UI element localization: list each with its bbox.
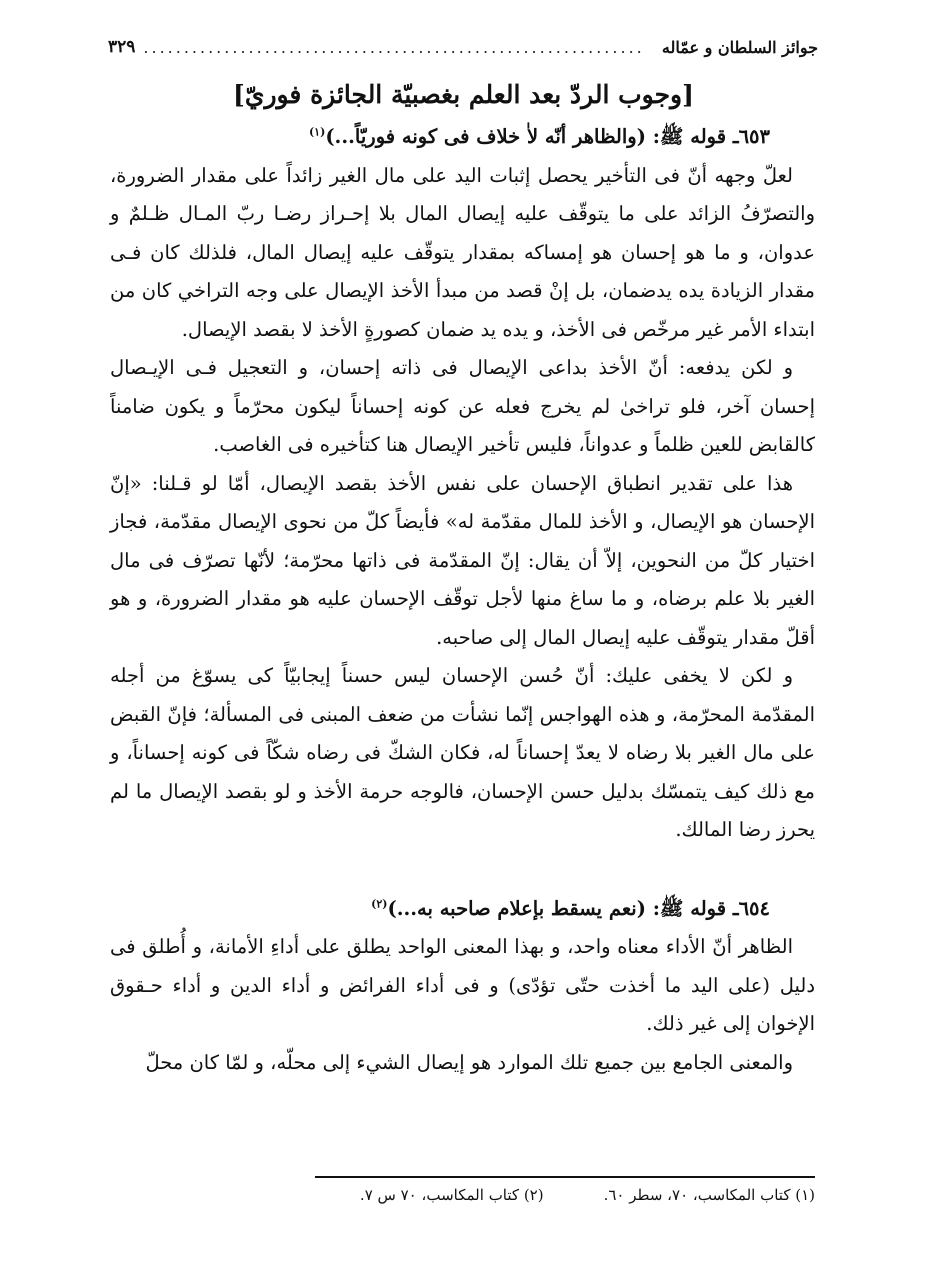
footnote-ref-1: (١) [308,125,326,139]
section-title: [وجوب الردّ بعد العلم بغصبيّة الجائزة فوريّ] [233,80,694,109]
paragraph: و لكن لا يخفى عليك: أنّ حُسن الإحسان ليس حسناً إيجابيّاً كى يسوّغ من أجله المقدّمة المحرّمة، و هذه الهواجس إنّما نشأت من ضعف المبنى فى المسألة؛ فإنّ القبض على مال الغير بلا رضاه لا يعدّ إحساناً له، فكان الشكّ فى رضاه شكّاً فى كونه إحساناً، و مع ذلك كيف يتمسّك بدليل حسن الإحسان، فالوجه حرمة الأخذ و لو بقصد الإيصال ما لم يحرز رضا المالك. [110,664,815,841]
running-header [108,34,818,60]
page-number: ٣٢٩ [108,37,136,57]
heading-text: ٦٥٣ـ قوله ﷺ: (والظاهر أنّه لاٰ خلاف فى كونه فوريّاً...) [325,125,770,148]
footnote-2: (٢) كتاب المكاسب، ٧٠ س ٧. [359,1186,544,1204]
section-heading-653 [110,118,815,157]
leader-dots: .............................................................. [143,37,645,57]
footnote-1: (١) كتاب المكاسب، ٧٠، سطر ٦٠. [603,1186,815,1204]
running-header-title: جوائز السلطان و عمّاله [661,37,818,57]
paragraph: والمعنى الجامع بين جميع تلك الموارد هو إيصال الشيء إلى محلّه، و لمّا كان محلّ [145,1050,793,1074]
section-gap [110,850,815,890]
main-text [110,118,815,1082]
footnotes [110,1186,815,1204]
section-heading-654 [110,890,815,929]
footnote-ref-2: (٢) [371,897,388,910]
paragraph: و لكن يدفعه: أنّ الأخذ بداعى الإيصال فى ذاته إحسان، و التعجيل فـى الإيـصال إحسان آخر، فلو تراخىٰ لم يخرج فعله عن كونه إحساناً ليكون محرّماً و يكون ضامناً كالقابض للعين ظلماً و عدواناً، فليس تأخير الإيصال هنا كتأخيره فى الغاصب. [110,356,815,456]
paragraph: لعلّ وجهه أنّ فى التأخير يحصل إثبات اليد على مال الغير زائداً على مقدار الضرورة، والتصرّفُ الزائد على ما يتوقّف عليه إيصال المال بلا إحـراز رضـا ربّ المـال ظـلمٌ و عدوان، و ما هو إحسان هو إمساكه بمقدار يتوقّف عليه إيصال المال، فلذلك كان فـى مقدار الزيادة يده يدضمان، بل إنْ قصد من مبدأ الأخذ الإيصال على وجه التراخي كان من ابتداء الأمر غير مرخّص فى الأخذ، و يده يد ضمان كصورةٍ الأخذ لا بقصد الإيصال. [110,163,815,341]
paragraph: الظاهر أنّ الأداء معناه واحد، و بهذا المعنى الواحد يطلق على أداءِ الأمانة، و أُطلق فى دليل (على اليد ما أخذت حتّى تؤدّى) و فى أداء الفرائض و أداء الدين و أداء حـقوق الإخوان إلى غير ذلك. [110,935,815,1035]
footnote-divider [315,1176,815,1178]
heading-text: ٦٥٤ـ قوله ﷺ: (نعم يسقط بإعلام صاحبه به...) [387,896,770,920]
paragraph: هذا على تقدير انطباق الإحسان على نفس الأخذ بقصد الإيصال، أمّا لو قـلنا: «إنّ الإحسان هو الإيصال، و الأخذ للمال مقدّمة له» فأيضاً كلّ من نحوى الإيصال مقدّمة، فجاز اختيار كلّ من النحوين، إلاّ أن يقال: إنّ المقدّمة فى ذاتها محرّمة؛ لأنّها تصرّف فى مال الغير بلا علم برضاه، و ما ساغ منها لأجل توقّف الإحسان عليه هو مقدار الضرورة، و هو أقلّ مقدار يتوقّف عليه إيصال المال إلى صاحبه. [110,471,815,649]
